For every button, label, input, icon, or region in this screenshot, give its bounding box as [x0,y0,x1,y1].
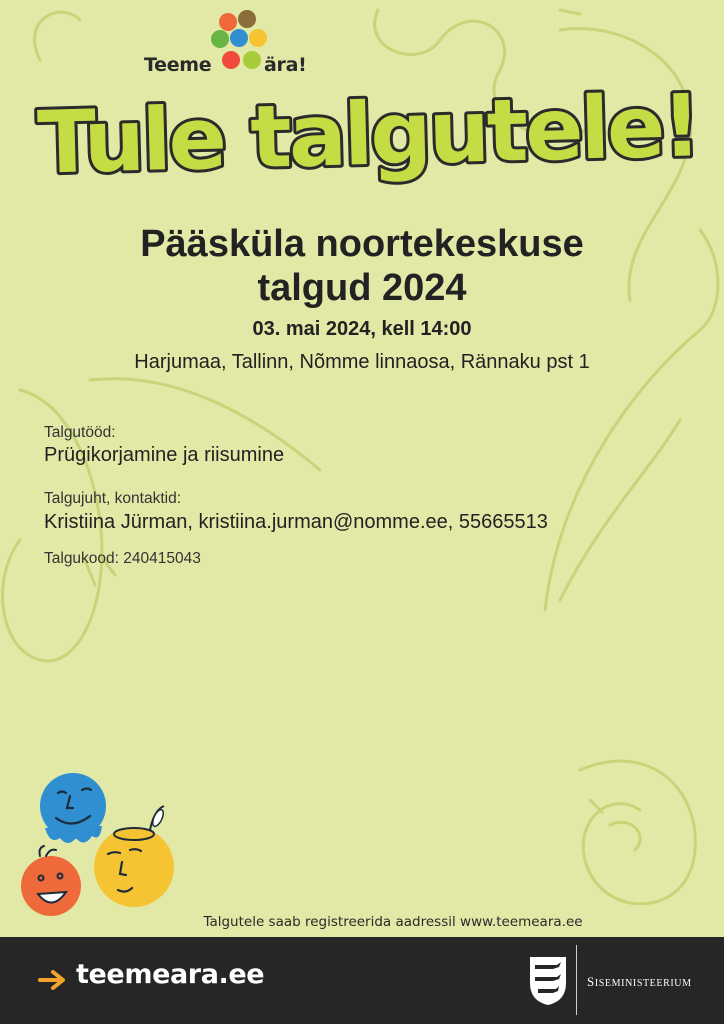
code-value: 240415043 [123,550,201,567]
ministry-name: SISEMINISTEERIUM [587,974,692,989]
event-location: Harjumaa, Tallinn, Nõmme linnaosa, Rännaku pst 1 [134,351,590,373]
footer-divider [576,945,577,1015]
code-label: Talgukood: [44,550,119,567]
works-value: Prügikorjamine ja riisumine [44,444,285,466]
works-label: Talgutööd: [44,424,116,441]
headline-text: Tule talgutele! [36,76,700,194]
footer-bar [0,937,724,1024]
footer-website-link[interactable]: teemeara.ee [76,959,265,990]
event-title [40,222,684,310]
headline [36,76,700,194]
leader-label: Talgujuht, kontaktid: [44,490,182,507]
registration-note [0,914,724,930]
event-date-time: 03. mai 2024, kell 14:00 [252,318,472,340]
code-row [44,550,201,568]
yellow-face-icon [94,806,174,907]
blue-face-icon [40,773,106,843]
event-title-line2: talgud 2024 [257,267,467,309]
leader-value: Kristiina Jürman, kristiina.jurman@nomme.ee, 55665513 [44,511,548,533]
ministry-name-rest: ISEMINISTEERIUM [594,978,692,989]
orange-face-icon [21,846,81,916]
registration-note-text: Talgutele saab registreerida aadressil www.teemeara.ee [203,914,583,930]
arrow-right-icon [38,969,68,991]
teeme-ara-logo [140,8,320,78]
logo-text-left: Teeme [144,54,212,76]
logo-text-right: ära! [264,54,307,76]
event-title-line1: Pääsküla noortekeskuse [140,223,584,265]
estonian-coat-of-arms-icon [528,955,568,1007]
